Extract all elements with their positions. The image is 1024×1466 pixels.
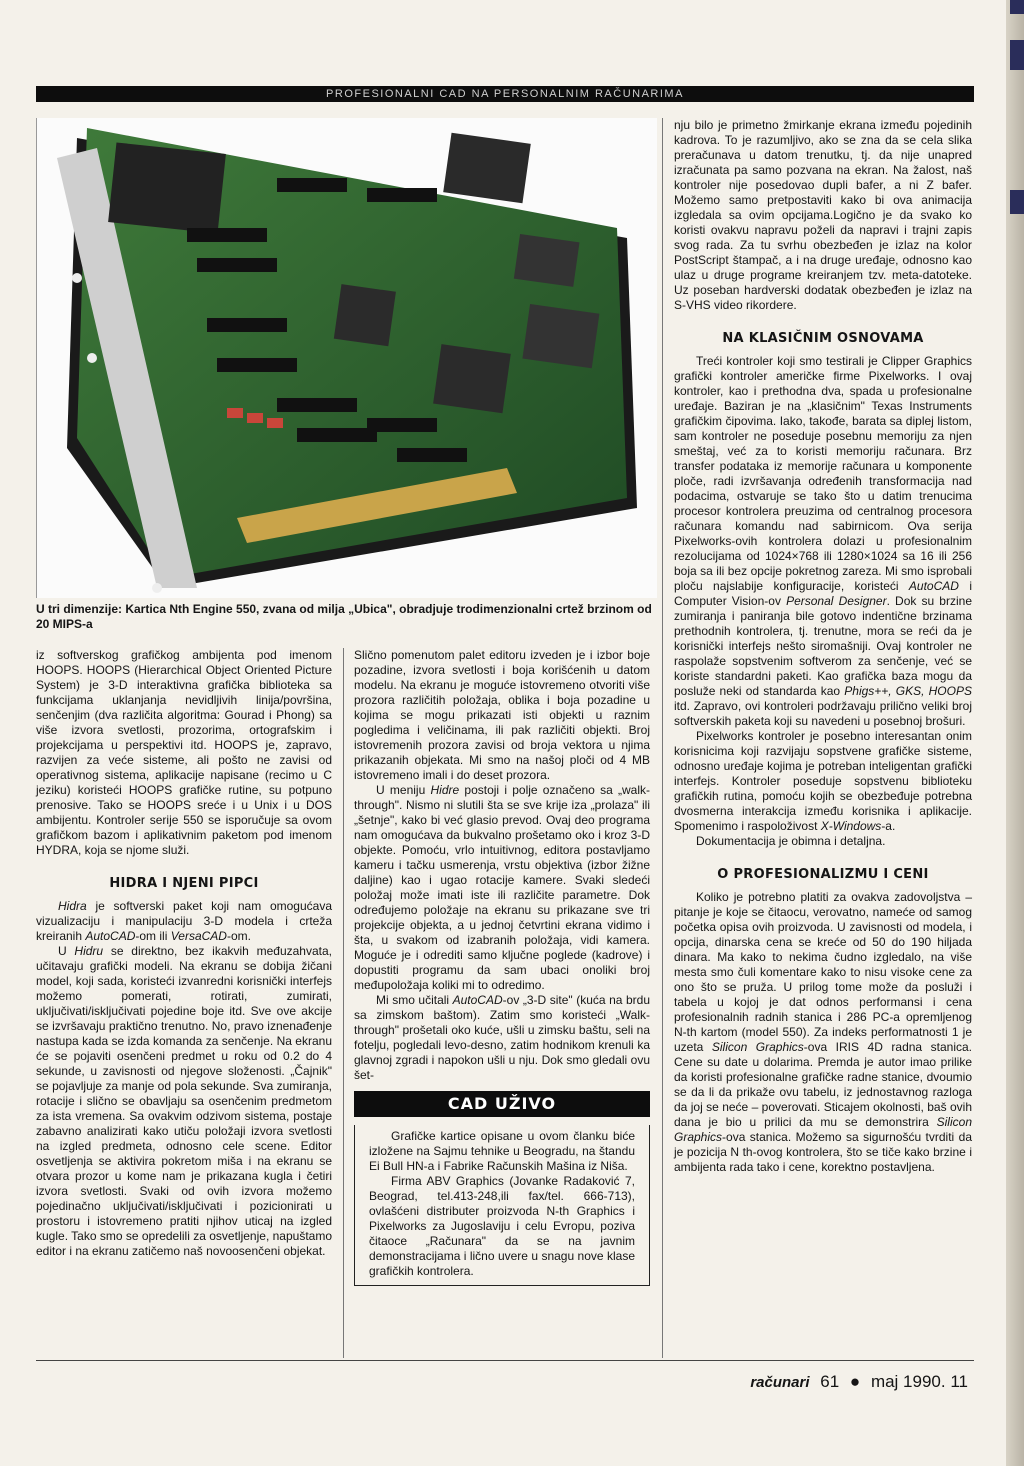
text-run: -ova stanica. Možemo sa sigurnošću tvrditi da je pozicija N th-ovog kontrolera, što se tiče kako brzine i ambijenta rada tako i cene, korektno postavljena. (674, 1130, 972, 1174)
paragraph: Dokumentacija je obimna i detaljna. (696, 834, 886, 848)
paragraph (674, 354, 972, 729)
bullet-icon: ● (849, 1372, 861, 1391)
column-2 (354, 648, 650, 1286)
text-run: -ova IRIS 4D radna stanica. Cene su date u dolarima. Premda je autor imao prilike da koristi profesionalne grafičke radne stanice, dvoumio se da li da prikaže ovu tabelu, iz jednostavnog razloga da joj se neće – poverovati. Sticajem okolnosti, baš ovih dana je bio u prilici da mu se demonstrira (674, 1040, 972, 1129)
text-run: Koliko je potrebno platiti za ovakva zadovoljstva – pitanje je koje se čitaocu, verovatno, nameće od samog početka opisa ovih proizvoda. U zavisnosti od modela, i opcija, dinarska cena se kreće od 50 do 190 hiljada dinara. Ma kako to nekima čudno izgledalo, na više mesta smo čuli komentare kako to nisu visoke cene za ono što se pruža. U prilog tome može da posluži i tabela u kojoj je dat odnos performansi i cena profesionalnih radnih stanica i 286 PC-a opremljenog N-th kartom (model 550). Za indeks performatnosti 1 je uzeta (674, 890, 972, 1054)
italic-term: AutoCAD (452, 993, 503, 1007)
text-run: Treći kontroler koji smo testirali je Clipper Graphics grafički kontroler američke firme Pixelworks. I ovaj kontroler, kao i prethodna dva, spada u profesionalne uređaje. Baziran je na „klasičnim" Texas Instruments grafičkim čipovima. Iako, takođe, barata sa diplej listom, sam kontroler ne poseduje posebnu memoriju za njen smeštaj, već za to koristi memoriju računara. Brz transfer podataka iz memorije računara u komponente ploče, radi izvršavanja određenih transformacija nad podacima, ostvaruje se tako što u datim trenucima procesor kontrolera preuzima od centralnog procesora računara komandu nad sabirnicom. Ova serija Pixelworks-ovih kontrolera dolazi u profesionalnim rezolucijama od 1024×768 ili 1280×1024 sa 16 ili 256 boja sa ili bez opcije pokretnog zareza. Mi smo isprobali ploču najslabije konfiguracije, koristeći (674, 354, 972, 593)
text-run: . Dok su brzine zumiranja i paniranja bile gotovo indentične brzinama prethodnih kontrolera, tj. trenutne, mora se reći da je korisnički interfejs nešto siromašniji. Ovaj kontroler ne raspolaže sopstvenim softverom za senčenje, već se koriste standardni paketi. Kao grafička baza mogu da posluže neki od standarda kao (674, 594, 972, 698)
text-run: i Computer Vision-ov (674, 579, 972, 608)
text-run: U meniju (376, 783, 431, 797)
text-run: -a. (881, 819, 896, 833)
text-run: U (58, 944, 75, 958)
italic-term: Hidru (74, 944, 104, 958)
paragraph: Firma ABV Graphics (Jovanke Radaković 7, Beograd, tel.413-248,ili fax/tel. 666-713), ovlašćeni distributer proizvoda N-th Graphics i Pixelworks za Jugoslaviju i celu Evropu, poziva čitaoce „Računara" da se na javnim demonstracijama i lično uvere u snagu nove klase grafičkih kontrolera. (369, 1174, 635, 1278)
text-run: -om ili (135, 929, 171, 943)
circuit-board-image (36, 118, 657, 598)
issue-date: maj 1990. (870, 1372, 946, 1391)
column-1 (36, 648, 332, 1259)
photo-caption: U tri dimenzije: Kartica Nth Engine 550, zvana od milja „Ubica", obradjuje trodimenzionalni crtež brzinom od 20 MIPS-a (36, 602, 652, 631)
text-run: se direktno, bez ikakvih međuzahvata, učitavaju grafički modeli. Na ekranu se dobija žičani model, koji sada, koristeći izvanredni korisnički interfejs možemo pomerati, rotirati, zumirati, uključivati/isključivati pojedine boje itd. Sve ove akcije se izvršavaju praktično trenutno. No, pravo iznenađenje nastupa kada se izda komanda za senčenje. Na ekranu će se pojaviti osenčeni predmet u roku od 0.2 do 4 sekunde, u zavisnosti od njegove složenosti. „Čajnik" se pojavljuje za manje od pola sekunde. Sva zumiranja, rotacije i slično se obavljaju sa osenčenim predmetom za ista vremena. Sa ovakvim odzivom sistema, postaje zabavno analizirati kako utiču položaji izvora svetlosti na izgled predmeta, odnosno cele scene. Editor osvetljenja se aktivira pokretom miša i na ekranu se otvara prozor u kome nam je prikazana kugla i četiri izvora svetlosti. Svaki od ovih izvora možemo pojedinačno uključivati/isključivati i pozicionirati u prostoru i istovremeno pratiti njihov uticaj na izgled kugle. Tako smo se opredelili za osvetljenje, napuštamo editor i na ekranu zatičemo naš novoosenčeni objekat. (36, 944, 332, 1258)
page-number: 11 (950, 1372, 968, 1391)
edge-tab (1010, 40, 1024, 70)
column-rule (343, 648, 344, 1358)
magazine-logo: računari (750, 1374, 810, 1391)
italic-term: Phigs++, GKS, HOOPS (844, 684, 972, 698)
paragraph (674, 890, 972, 1175)
paragraph (674, 729, 972, 834)
column-rule (662, 118, 663, 1358)
italic-term: X-Windows (820, 819, 882, 833)
edge-tab (1010, 190, 1024, 214)
italic-term: Personal Designer (786, 594, 887, 608)
text-run: Mi smo učitali (376, 993, 453, 1007)
paragraph: iz softverskog grafičkog ambijenta pod imenom HOOPS. HOOPS (Hierarchical Object Oriented Picture System) je 3-D interaktivna grafička biblioteka sa funkcijama uklanjanja nevidljivih linija/površina, senčenjim (dva različita algoritma: Gourad i Phong) sa više izvora svetlosti, prozorima, ortografskim i projekcijama u perspektivi itd. HOOPS je, zapravo, razvijen za veće sisteme, ali pošto ne zavisi od operativnog sistema, aplikacije napisane (recimo u C jeziku) koristeći HOOPS grafičke rutine, su potpuno prenosive. Tako se HOOPS sreće i u Unix i u DOS ambijentu. Kontroler serije 550 se isporučuje sa ovom grafičkom bazom i aplikativnim paketom pod imenom HYDRA, koja se njome služi. (36, 648, 332, 857)
italic-term: AutoCAD (908, 579, 959, 593)
paragraph (354, 993, 650, 1083)
italic-term: AutoCAD (85, 929, 136, 943)
italic-term: Silicon Graphics (711, 1040, 804, 1054)
paragraph: Grafičke kartice opisane u ovom članku biće izložene na Sajmu tehnike u Beogradu, na štandu Ei Bull HN-a i Fabrike Računskih Mašina iz Niša. (369, 1129, 635, 1173)
text-run: Pixelworks kontroler je posebno interesantan onim korisnicima koji razvijaju sopstvene grafičke sisteme, odnosno uređaje kojima je potreban inteligentan grafički interfejs. Kontroler poseduje sopstvenu biblioteku grafičkih rutina, pomoću kojih se obezbeđuje potrebna dvosmerna interakcija između korisnika i aplikacije. Spomenimo i raspoloživost (674, 729, 972, 833)
section-heading: NA KLASIČNIM OSNOVAMA (722, 331, 924, 346)
text-run: -ov „3-D site" (kuća na brdu sa zimskom baštom). Zatim smo koristeći „Walk-through" prošetali oko kuće, ušli u zimsku baštu, seli na fotelju, pogledali levo-desno, zatim hodnikom krenuli ka glavnoj zgradi i napokon ušli u nju. Dok smo gledali ovu šet- (354, 993, 650, 1082)
issue-number: 61 (820, 1372, 840, 1391)
column-3 (674, 118, 972, 1175)
info-box (354, 1125, 650, 1286)
italic-term: Silicon Graphics (674, 1115, 972, 1144)
page-footer (750, 1372, 968, 1392)
italic-term: Hidra (58, 899, 87, 913)
box-title: CAD UŽIVO (354, 1091, 650, 1117)
italic-term: Hidre (430, 783, 460, 797)
section-heading: HIDRA I NJENI PIPCI (109, 876, 259, 891)
paragraph: Slično pomenutom palet editoru izveden je i izbor boje pozadine, izvora svetlosti i boja korišćenih u datom modelu. Na ekranu je moguće istovremeno otvoriti više prozora različitih položaja, oblika i boja pozadine u kojima se mogu prikazati isti objekti u raznim pogledima i veličinama, ili pak različiti objekti. Broj istovremenih prozora zavisi od broja vektora u njima prikazanih objekata. Mi smo na našoj ploči od 4 MB istovremeno imali i do deset prozora. (354, 648, 650, 782)
bottom-rule (36, 1360, 974, 1361)
paragraph (36, 944, 332, 1259)
text-run: itd. Zapravo, ovi kontroleri podržavaju prilično veliki broj softverskih paketa koji su navedeni u posebnoj brošuri. (674, 699, 972, 728)
italic-term: VersaCAD (170, 929, 227, 943)
text-run: je softverski paket koji nam omogućava vizualizaciju i manipulaciju 3-D modela i crteža kreiranih (36, 899, 332, 943)
section-heading: O PROFESIONALIZMU I CENI (717, 867, 929, 882)
text-run: postoji i polje označeno sa „walk-through". Nismo ni slutili šta se sve krije iza „prolaza" ili „šetnje", kako bi već glasio prevod. Ovaj deo programa nam omogućava da bukvalno prošetamo oko i kroz 3-D objekte. Pomoću, vrlo intuitivnog, editora postavljamo kameru i tačku usmerenja, vrstu objektiva (izbor žižne daljine) kao i ugao rotacije kamere. Svaki sledeći položaj može imati iste ili različite parametre. Dok određujemo položaje na ekranu su prikazane sve tri projekcije objekta, a u jednoj četvrtini ekrana vidimo i šta, u svakom od izabranih položaja, vidi kamera. Moguće je i odrediti samo ključne poglede (kadrove) i dopustiti programu da sam ubaci onoliki broj međupoložaja koliki mi to odredimo. (354, 783, 650, 992)
paragraph (354, 783, 650, 993)
page-edge (1006, 0, 1024, 1466)
section-header: PROFESIONALNI CAD NA PERSONALNIM RAČUNARIMA (36, 86, 974, 102)
paragraph: nju bilo je primetno žmirkanje ekrana između pojedinih kadrova. To je razumljivo, ako se zna da se cela slika preračunava u datom trenutku, tj. da nije unapred izračunata pa samo pozvana na ekran. Na žalost, naš kontroler nije posedovao dupli bafer, a ni Z bafer. Možemo samo pretpostaviti kako bi ova animacija izgledala sa ovim opcijama.Logično je da svako ko koristi ovakvu napravu poželi da napravi i trajni zapis svog rada. Za tu svrhu obezbeđen je izlaz na kolor PostScript štampač, a i na druge uređaje, odnosno kao ulaz u druge programe kreiranjem tzv. meta-datoteke. Uz poseban hardverski dodatak obezbeđen je izlaz na S-VHS video rikordere. (674, 118, 972, 312)
paragraph (36, 899, 332, 944)
edge-tab (1010, 0, 1024, 14)
text-run: -om. (226, 929, 251, 943)
